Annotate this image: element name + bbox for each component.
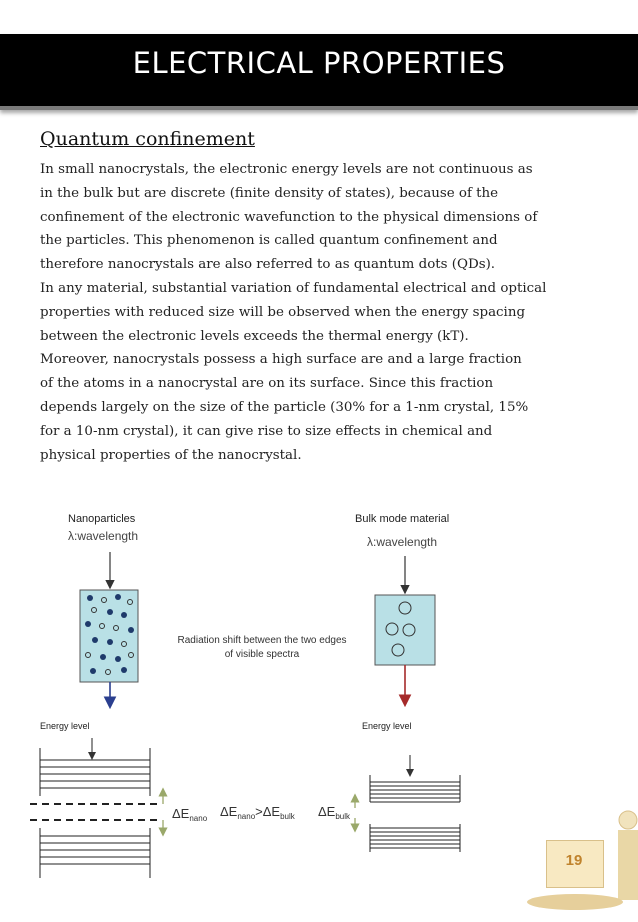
body-line: of the atoms in a nanocrystal are on its surface. Since this fraction <box>40 376 494 392</box>
body-line: therefore nanocrystals are also referred to as quantum dots (QDs). <box>40 257 496 273</box>
bulk-particles <box>386 602 415 656</box>
body-line: Moreover, nanocrystals possess a high surface are and a large fraction <box>40 352 522 368</box>
left-wavelength-label: λ:wavelength <box>68 529 139 543</box>
body-line: In any material, substantial variation of fundamental electrical and optical <box>40 280 547 296</box>
nanoparticle-cell <box>80 590 138 682</box>
bulk-material-label: Bulk mode material <box>355 513 450 525</box>
left-energy-level-label: Energy level <box>40 721 90 731</box>
section-heading: Quantum confinement <box>40 128 255 150</box>
bulk-energy-bands <box>370 775 460 852</box>
shift-caption-line1: Radiation shift between the two edges <box>177 635 347 646</box>
nanoparticle-dots <box>85 594 134 675</box>
nano-energy-bands-upper <box>40 748 150 796</box>
bulk-cell <box>375 595 435 665</box>
delta-e-comparison-label: $\Delta E_{nano}>\Delta E_{bulk}$ <box>220 804 295 821</box>
delta-e-nano-label: $\Delta E_{nano}$ <box>172 806 208 823</box>
right-energy-level-label: Energy level <box>362 721 412 731</box>
page-number: 19 <box>565 852 583 869</box>
body-line: for a 10-nm crystal), it can give rise to size effects in chemical and <box>40 423 493 439</box>
body-line: in the bulk but are discrete (finite density of states), because of the <box>40 185 499 201</box>
body-line: In small nanocrystals, the electronic energy levels are not continuous as <box>40 162 533 177</box>
body-line: between the electronic levels exceeds the thermal energy (kT). <box>40 328 469 344</box>
body-line: the particles. This phenomenon is called quantum confinement and <box>40 233 498 249</box>
body-line: confinement of the electronic wavefunction to the physical dimensions of <box>40 209 538 225</box>
right-wavelength-label: λ:wavelength <box>367 535 438 549</box>
shift-caption-line2: of visible spectra <box>224 649 300 660</box>
body-line: depends largely on the size of the particle (30% for a 1-nm crystal, 15% <box>40 399 529 415</box>
delta-e-bulk-label: $\Delta E_{bulk}$ <box>318 804 351 821</box>
page-title: ELECTRICAL PROPERTIES <box>132 46 506 80</box>
nanoparticles-label: Nanoparticles <box>68 513 136 525</box>
body-line: physical properties of the nanocrystal. <box>40 447 302 463</box>
body-line: properties with reduced size will be observed when the energy spacing <box>40 304 526 320</box>
nano-energy-bands-lower <box>40 828 150 878</box>
body-paragraph <box>40 158 600 467</box>
